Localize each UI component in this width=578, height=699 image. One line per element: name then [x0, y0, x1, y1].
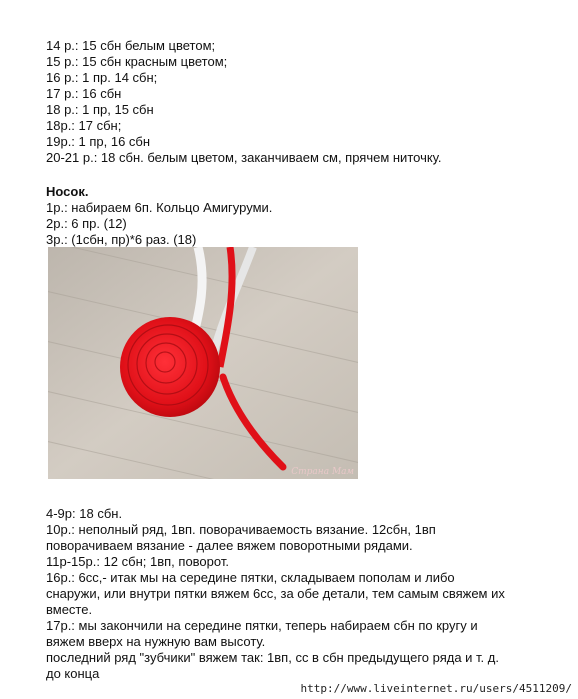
- instruction-line: 17 р.: 16 сбн: [46, 86, 122, 101]
- section-heading: Носок.: [46, 184, 89, 199]
- source-url-link[interactable]: http://www.liveinternet.ru/users/4511209/: [300, 682, 572, 695]
- instruction-line: 2р.: 6 пр. (12): [46, 216, 127, 231]
- instruction-line: 19р.: 1 пр, 16 сбн: [46, 134, 151, 149]
- photo-watermark: Страна Мам: [291, 467, 354, 477]
- instruction-line: поворачиваем вязание - далее вяжем поворотными рядами.: [46, 538, 413, 553]
- instruction-line: до конца: [46, 666, 100, 681]
- instruction-line: 11р-15р.: 12 сбн; 1вп, поворот.: [46, 554, 229, 569]
- rows-14-21-instructions: [46, 38, 566, 166]
- instruction-line: 16р.: 6сс,- итак мы на середине пятки, складываем пополам и либо: [46, 570, 455, 585]
- instruction-line: 3р.: (1сбн, пр)*6 раз. (18): [46, 232, 197, 247]
- instruction-line: 15 р.: 15 сбн красным цветом;: [46, 54, 228, 69]
- instruction-line: 20-21 р.: 18 сбн. белым цветом, заканчиваем см, прячем ниточку.: [46, 150, 442, 165]
- instruction-line: 1р.: набираем 6п. Кольцо Амигуруми.: [46, 200, 273, 215]
- instruction-line: 16 р.: 1 пр. 14 сбн;: [46, 70, 158, 85]
- instruction-line: последний ряд "зубчики" вяжем так: 1вп, сс в сбн предыдущего ряда и т. д.: [46, 650, 499, 665]
- instruction-line: 10р.: неполный ряд, 1вп. поворачиваемость вязание. 12сбн, 1вп: [46, 522, 436, 537]
- crochet-photo: [48, 247, 358, 479]
- sock-section: [46, 184, 566, 248]
- crochet-circle-image: [48, 247, 358, 479]
- instruction-line: 14 р.: 15 сбн белым цветом;: [46, 38, 216, 53]
- instruction-line: снаружи, или внутри пятки вяжем 6сс, за обе детали, тем самым свяжем их: [46, 586, 505, 601]
- instruction-line: 18 р.: 1 пр, 15 сбн: [46, 102, 154, 117]
- instruction-line: вместе.: [46, 602, 93, 617]
- instruction-line: 17р.: мы закончили на середине пятки, теперь набираем сбн по кругу и: [46, 618, 478, 633]
- rows-4-17-instructions: [46, 506, 566, 682]
- instruction-line: вяжем вверх на нужную вам высоту.: [46, 634, 266, 649]
- instruction-line: 18р.: 17 сбн;: [46, 118, 122, 133]
- instruction-line: 4-9р: 18 сбн.: [46, 506, 123, 521]
